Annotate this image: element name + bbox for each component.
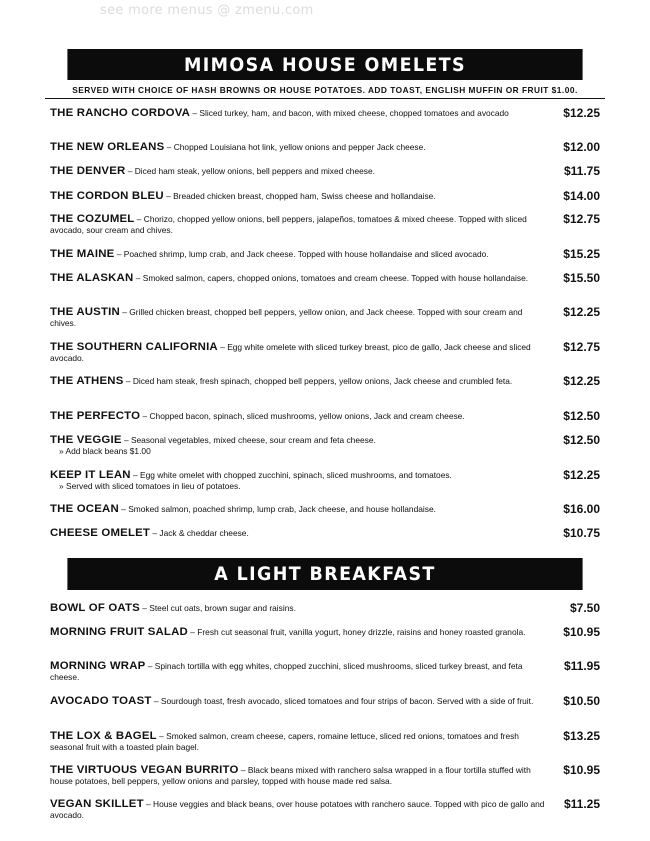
menu-item-name: THE PERFECTO [50, 410, 141, 422]
menu-item-description: Black beans mixed with ranchero salsa wrapped in a flour tortilla stuffed with house potatoes, bell peppers, yellow onions and parsley, topped with house made red salsa. [50, 765, 531, 786]
menu-item-price: $12.25 [563, 374, 600, 388]
menu-item-note: » Add black beans $1.00 [59, 446, 151, 456]
menu-item-text: MORNING FRUIT SALAD – Fresh cut seasonal fruit, vanilla yogurt, honey drizzle, raisins and honey roasted granola. [50, 626, 526, 638]
menu-item [50, 214, 602, 236]
menu-item-price: $11.95 [563, 659, 600, 673]
menu-item [50, 435, 602, 457]
menu-item-price: $7.50 [569, 601, 600, 615]
menu-item-name: THE RANCHO CORDOVA [50, 107, 191, 119]
menu-item-price: $12.00 [563, 140, 600, 154]
menu-item-text: THE VIRTUOUS VEGAN BURRITO – Black beans mixed with ranchero salsa wrapped in a flour tortilla stuffed with house potatoes, bell peppers, yellow onions and parsley, topped with house made red salsa. [50, 764, 531, 786]
menu-item-description: Chorizo, chopped yellow onions, bell peppers, jalapeños, tomatoes & mixed cheese. Topped with sliced avocado, sour cream and chives. [50, 214, 527, 235]
menu-item-name: THE VIRTUOUS VEGAN BURRITO [50, 764, 239, 776]
menu-item [50, 342, 602, 364]
menu-item [50, 627, 602, 638]
menu-item-description: Breaded chicken breast, chopped ham, Swiss cheese and hollandaise. [173, 191, 436, 201]
menu-item-description: Seasonal vegetables, mixed cheese, sour cream and feta cheese. [130, 435, 376, 445]
menu-item-name: THE COZUMEL [50, 213, 135, 225]
menu-item-name: THE OCEAN [50, 503, 119, 515]
menu-item-text: THE COZUMEL – Chorizo, chopped yellow onions, bell peppers, jalapeños, tomatoes & mixed cheese. Topped with sliced avocado, sour cream and chives. [50, 213, 527, 235]
menu-item-price: $12.50 [563, 433, 600, 447]
menu-item-price: $15.25 [563, 247, 600, 261]
menu-item-description: House veggies and black beans, over house potatoes with ranchero sauce. Topped with pico de gallo and avocado. [50, 799, 545, 820]
menu-item-name: MORNING WRAP [50, 660, 146, 672]
menu-item-price: $10.50 [563, 694, 600, 708]
menu-item-price: $12.25 [563, 106, 600, 120]
menu-item-text: THE ATHENS – Diced ham steak, fresh spinach, chopped bell peppers, yellow onions, Jack cheese and crumbled feta. [50, 375, 513, 387]
menu-item-name: CHEESE OMELET [50, 527, 151, 539]
menu-item-description: Smoked salmon, capers, chopped onions, tomatoes and cream cheese. Topped with house hollandaise. [142, 273, 529, 283]
menu-item [50, 376, 602, 387]
menu-item-text: THE RANCHO CORDOVA – Sliced turkey, ham, and bacon, with mixed cheese, chopped tomatoes and avocado [50, 107, 509, 119]
menu-item-name: THE MAINE [50, 248, 115, 260]
menu-item-description: Spinach tortilla with egg whites, chopped zucchini, sliced mushrooms, sliced turkey breast, and feta cheese. [50, 661, 523, 682]
menu-item [50, 528, 602, 539]
menu-item-text: THE SOUTHERN CALIFORNIA – Egg white omelete with sliced turkey breast, pico de gallo, Jack cheese and sliced avocado. [50, 341, 531, 363]
menu-item-text: THE AUSTIN – Grilled chicken breast, chopped bell peppers, yellow onion, and Jack cheese. Topped with sour cream and chives. [50, 306, 523, 328]
menu-item-text: THE PERFECTO – Chopped bacon, spinach, sliced mushrooms, yellow onions, Jack and cream cheese. [50, 410, 465, 422]
menu-item-description: Smoked salmon, poached shrimp, lump crab, Jack cheese, and house hollandaise. [128, 504, 436, 514]
menu-item-price: $13.25 [563, 729, 600, 743]
menu-item-text: THE DENVER – Diced ham steak, yellow onions, bell peppers and mixed cheese. [50, 165, 375, 177]
menu-item-text: BOWL OF OATS – Steel cut oats, brown sugar and raisins. [50, 602, 296, 614]
watermark: see more menus @ zmenu.com [100, 3, 314, 18]
menu-item-price: $10.75 [563, 526, 600, 540]
menu-item-description: Egg white omelet with chopped zucchini, spinach, sliced mushrooms, and tomatoes. [139, 470, 452, 480]
menu-item-text: THE ALASKAN – Smoked salmon, capers, chopped onions, tomatoes and cream cheese. Topped with house hollandaise. [50, 272, 529, 284]
menu-item-description: Sliced turkey, ham, and bacon, with mixed cheese, chopped tomatoes and avocado [199, 108, 509, 118]
menu-item-price: $15.50 [563, 271, 600, 285]
menu-item [50, 108, 602, 119]
menu-item-name: THE NEW ORLEANS [50, 141, 165, 153]
menu-item-name: THE ALASKAN [50, 272, 134, 284]
menu-item-name: THE VEGGIE [50, 434, 122, 446]
menu-item [50, 470, 602, 492]
menu-item-price: $12.25 [563, 468, 600, 482]
menu-item-description: Diced ham steak, yellow onions, bell peppers and mixed cheese. [134, 166, 375, 176]
menu-item [50, 603, 602, 614]
menu-item-price: $12.50 [563, 409, 600, 423]
menu-item [50, 249, 602, 260]
menu-item-description: Sourdough toast, fresh avocado, sliced tomatoes and four strips of bacon. Served with a side of fruit. [160, 696, 534, 706]
menu-item-description: Chopped bacon, spinach, sliced mushrooms, yellow onions, Jack and cream cheese. [149, 411, 465, 421]
menu-item-description: Grilled chicken breast, chopped bell peppers, yellow onion, and Jack cheese. Topped with sour cream and chives. [50, 307, 523, 328]
menu-item-name: THE LOX & BAGEL [50, 730, 157, 742]
menu-item-name: KEEP IT LEAN [50, 469, 131, 481]
menu-item-text: VEGAN SKILLET – House veggies and black beans, over house potatoes with ranchero sauce. Topped with pico de gallo and avocado. [50, 798, 545, 820]
menu-item [50, 307, 602, 329]
menu-item-name: AVOCADO TOAST [50, 695, 152, 707]
menu-item-note: » Served with sliced tomatoes in lieu of potatoes. [59, 481, 241, 491]
menu-item-name: THE AUSTIN [50, 306, 120, 318]
menu-item-name: THE DENVER [50, 165, 126, 177]
menu-item [50, 191, 602, 202]
menu-item [50, 696, 602, 707]
menu-item-text: THE CORDON BLEU – Breaded chicken breast, chopped ham, Swiss cheese and hollandaise. [50, 190, 436, 202]
menu-item-text: THE LOX & BAGEL – Smoked salmon, cream cheese, capers, romaine lettuce, sliced red onions, tomatoes and fresh seasonal fruit with a toasted plain bagel. [50, 730, 519, 752]
menu-item [50, 411, 602, 422]
menu-item-price: $10.95 [563, 625, 600, 639]
menu-item-price: $12.75 [563, 340, 600, 354]
menu-item-name: THE CORDON BLEU [50, 190, 164, 202]
menu-item-text: THE MAINE – Poached shrimp, lump crab, and Jack cheese. Topped with house hollandaise and sliced avocado. [50, 248, 489, 260]
menu-item-text: MORNING WRAP – Spinach tortilla with egg whites, chopped zucchini, sliced mushrooms, sliced turkey breast, and feta cheese. [50, 660, 523, 682]
menu-item-name: THE SOUTHERN CALIFORNIA [50, 341, 218, 353]
menu-item-description: Poached shrimp, lump crab, and Jack cheese. Topped with house hollandaise and sliced avocado. [123, 249, 489, 259]
menu-item-price: $14.00 [563, 189, 600, 203]
menu-item [50, 142, 602, 153]
menu-item-description: Steel cut oats, brown sugar and raisins. [149, 603, 296, 613]
menu-item-description: Egg white omelete with sliced turkey breast, pico de gallo, Jack cheese and sliced avocado. [50, 342, 531, 363]
menu-item-name: BOWL OF OATS [50, 602, 140, 614]
omelets-subtitle: SERVED WITH CHOICE OF HASH BROWNS OR HOUSE POTATOES. ADD TOAST, ENGLISH MUFFIN OR FRUIT $1.00. [72, 85, 578, 95]
menu-item-description: Chopped Louisiana hot link, yellow onions and pepper Jack cheese. [173, 142, 426, 152]
menu-item-name: VEGAN SKILLET [50, 798, 144, 810]
breakfast-section-title: A LIGHT BREAKFAST [67, 558, 582, 590]
omelets-section-title: MIMOSA HOUSE OMELETS [67, 49, 582, 80]
menu-item-text: KEEP IT LEAN – Egg white omelet with chopped zucchini, spinach, sliced mushrooms, and tomatoes. » Served with sliced tomatoes in lieu of potatoes. [50, 470, 550, 492]
menu-item-text: AVOCADO TOAST – Sourdough toast, fresh avocado, sliced tomatoes and four strips of bacon. Served with a side of fruit. [50, 695, 534, 707]
menu-item-price: $12.75 [563, 212, 600, 226]
omelets-divider [45, 98, 605, 99]
menu-item [50, 765, 602, 787]
menu-item-description: Smoked salmon, cream cheese, capers, romaine lettuce, sliced red onions, tomatoes and fresh seasonal fruit with a toasted plain bagel. [50, 731, 519, 752]
menu-item-text: THE OCEAN – Smoked salmon, poached shrimp, lump crab, Jack cheese, and house hollandaise. [50, 503, 436, 515]
menu-item-name: THE ATHENS [50, 375, 124, 387]
menu-item-text: THE VEGGIE – Seasonal vegetables, mixed cheese, sour cream and feta cheese. » Add black beans $1.00 [50, 435, 550, 457]
menu-item [50, 166, 602, 177]
menu-item-price: $11.75 [563, 164, 600, 178]
menu-item-name: MORNING FRUIT SALAD [50, 626, 188, 638]
menu-item [50, 799, 602, 821]
menu-item-text: THE NEW ORLEANS – Chopped Louisiana hot link, yellow onions and pepper Jack cheese. [50, 141, 426, 153]
menu-item-text: CHEESE OMELET – Jack & cheddar cheese. [50, 527, 249, 539]
menu-item-description: Fresh cut seasonal fruit, vanilla yogurt, honey drizzle, raisins and honey roasted granola. [197, 627, 526, 637]
menu-item [50, 504, 602, 515]
menu-item-price: $10.95 [563, 763, 600, 777]
menu-item-price: $16.00 [563, 502, 600, 516]
menu-item [50, 661, 602, 683]
menu-item-description: Jack & cheddar cheese. [159, 528, 249, 538]
menu-item-price: $12.25 [563, 305, 600, 319]
menu-item [50, 731, 602, 753]
menu-item [50, 273, 602, 284]
menu-item-price: $11.25 [563, 797, 600, 811]
menu-item-description: Diced ham steak, fresh spinach, chopped bell peppers, yellow onions, Jack cheese and crumbled feta. [132, 376, 513, 386]
